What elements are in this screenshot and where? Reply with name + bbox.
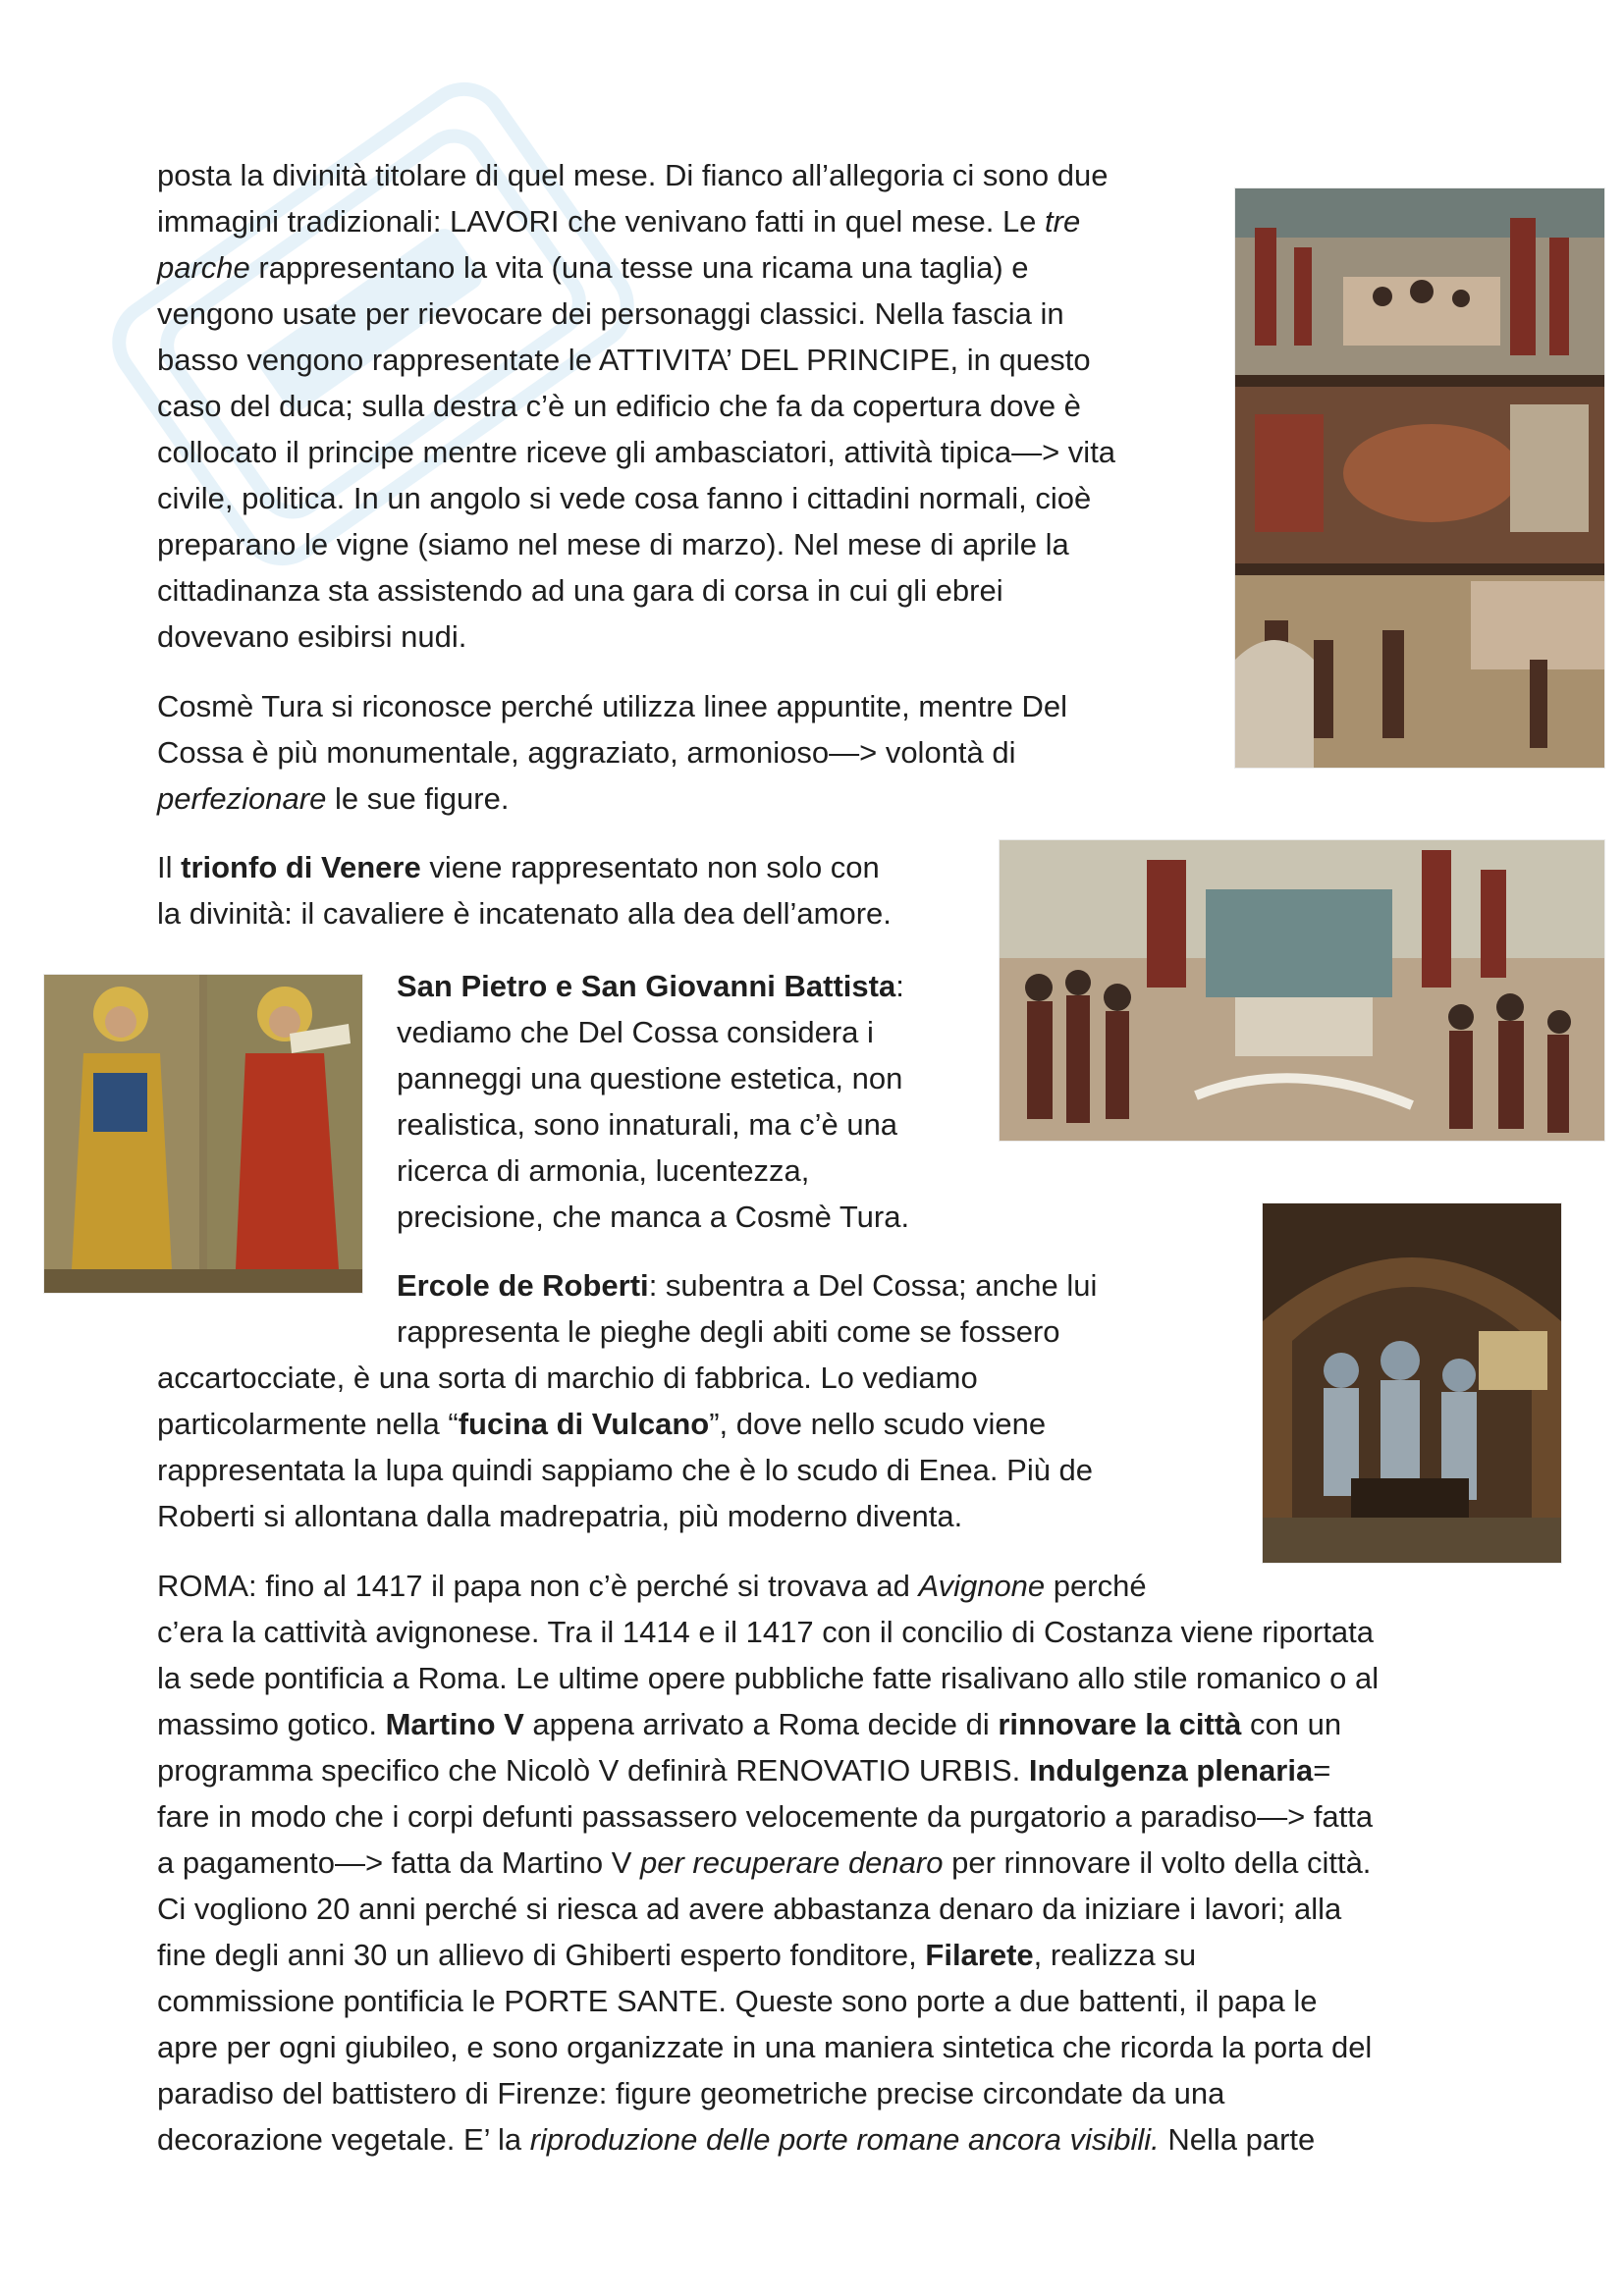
text-line: [157, 1493, 1093, 1539]
text-run: basso vengono rappresentate le ATTIVITA’ DEL PRINCIPE, in questo: [157, 343, 1091, 377]
text-line: [157, 775, 1067, 822]
text-run: posta la divinità titolare di quel mese. Di fianco all’allegoria ci sono due: [157, 158, 1109, 192]
text-run: , realizza su: [1033, 1938, 1197, 1972]
saints-panel-image-icon: [44, 975, 362, 1293]
text-line: [157, 198, 1115, 244]
text-line: [157, 614, 1115, 660]
paragraph-ercole-intro: [397, 1262, 1097, 1355]
text-line: [397, 1101, 909, 1148]
text-line: [157, 1447, 1093, 1493]
text-line: [157, 2024, 1379, 2070]
italic-text: riproduzione delle porte romane ancora visibili.: [529, 2122, 1160, 2157]
text-line: [157, 1840, 1379, 1886]
text-run: ricerca di armonia, lucentezza,: [397, 1153, 810, 1188]
text-run: massimo gotico.: [157, 1707, 386, 1741]
text-line: [397, 1009, 909, 1055]
text-run: rappresentano la vita (una tesse una ricama una taglia) e: [249, 250, 1029, 285]
text-line: [397, 1055, 909, 1101]
italic-text: Avignone: [918, 1569, 1046, 1603]
text-run: realistica, sono innaturali, ma c’è una: [397, 1107, 898, 1142]
bold-text: trionfo di Venere: [181, 850, 421, 884]
text-run: appena arrivato a Roma decide di: [523, 1707, 999, 1741]
text-run: immagini tradizionali: LAVORI che venivano fatti in quel mese. Le: [157, 204, 1046, 239]
italic-text: parche: [157, 250, 250, 285]
text-run: ”, dove nello scudo viene: [709, 1407, 1047, 1441]
text-run: collocato il principe mentre riceve gli ambasciatori, attività tipica—> vita: [157, 435, 1116, 469]
text-run: la divinità: il cavaliere è incatenato alla dea dell’amore.: [157, 896, 892, 931]
text-run: fare in modo che i corpi defunti passassero velocemente da purgatorio a paradiso—> fatta: [157, 1799, 1374, 1834]
text-line: [157, 475, 1115, 521]
text-line: [157, 152, 1115, 198]
bold-text: rinnovare la città: [998, 1707, 1242, 1741]
text-line: [157, 521, 1115, 567]
bold-text: Filarete: [925, 1938, 1034, 1972]
text-run: =: [1313, 1753, 1331, 1788]
text-run: con un: [1241, 1707, 1342, 1741]
text-run: vediamo che Del Cossa considera i: [397, 1015, 874, 1049]
bold-text: Indulgenza plenaria: [1028, 1753, 1314, 1788]
paragraph-cosme-tura: [157, 683, 1067, 822]
bold-text: Ercole de Roberti: [397, 1268, 649, 1303]
text-run: le sue figure.: [326, 781, 510, 816]
bold-text: fucina di Vulcano: [458, 1407, 710, 1441]
text-run: ROMA: fino al 1417 il papa non c’è perché si trovava ad: [157, 1569, 919, 1603]
text-run: accartocciate, è una sorta di marchio di fabbrica. Lo vediamo: [157, 1361, 978, 1395]
text-line: [397, 1148, 909, 1194]
text-line: [157, 429, 1115, 475]
text-line: [157, 683, 1067, 729]
text-run: rappresenta le pieghe degli abiti come se fossero: [397, 1314, 1060, 1349]
text-run: rappresentata la lupa quindi sappiamo che è lo scudo di Enea. Più de: [157, 1453, 1094, 1487]
text-line: [157, 1401, 1093, 1447]
text-run: apre per ogni giubileo, e sono organizzate in una maniera sintetica che ricorda la porta del: [157, 2030, 1373, 2064]
text-line: [157, 729, 1067, 775]
bold-text: San Pietro e San Giovanni Battista: [397, 969, 896, 1003]
text-line: [397, 1194, 909, 1240]
text-run: viene rappresentato non solo con: [420, 850, 880, 884]
text-line: [157, 244, 1115, 291]
text-run: preparano le vigne (siamo nel mese di marzo). Nel mese di aprile la: [157, 527, 1069, 561]
text-run: : subentra a Del Cossa; anche lui: [648, 1268, 1098, 1303]
text-run: dovevano esibirsi nudi.: [157, 619, 467, 654]
text-run: :: [895, 969, 904, 1003]
text-line: [397, 963, 909, 1009]
text-line: [397, 1308, 1097, 1355]
text-run: la sede pontificia a Roma. Le ultime opere pubbliche fatte risalivano allo stile romanico o al: [157, 1661, 1380, 1695]
paragraph-calendar-fresco: [157, 152, 1115, 660]
text-run: Roberti si allontana dalla madrepatria, più moderno diventa.: [157, 1499, 963, 1533]
text-run: commissione pontificia le PORTE SANTE. Queste sono porte a due battenti, il papa le: [157, 1984, 1318, 2018]
text-line: [157, 890, 892, 936]
text-line: [157, 1932, 1379, 1978]
text-run: precisione, che manca a Cosmè Tura.: [397, 1200, 910, 1234]
text-line: [157, 383, 1115, 429]
text-line: [157, 1563, 1379, 1609]
text-run: c’era la cattività avignonese. Tra il 1414 e il 1417 con il concilio di Costanza viene riportata: [157, 1615, 1374, 1649]
text-line: [157, 337, 1115, 383]
text-run: per rinnovare il volto della città.: [943, 1845, 1372, 1880]
text-run: vengono usate per rievocare dei personaggi classici. Nella fascia in: [157, 296, 1064, 331]
text-line: [157, 1355, 1093, 1401]
text-line: [157, 1886, 1379, 1932]
text-run: Ci vogliono 20 anni perché si riesca ad avere abbastanza denaro da iniziare i lavori; alla: [157, 1892, 1342, 1926]
fresco-march-image-icon: [1235, 188, 1604, 768]
text-run: Il: [157, 850, 182, 884]
text-run: a pagamento—> fatta da Martino V: [157, 1845, 640, 1880]
paragraph-saints: [397, 963, 909, 1240]
bold-text: Martino V: [385, 1707, 524, 1741]
text-line: [157, 1655, 1379, 1701]
text-line: [157, 1747, 1379, 1793]
forge-of-vulcan-image: [1263, 1203, 1561, 1563]
triumph-of-venus-image: [1000, 840, 1604, 1141]
text-run: civile, politica. In un angolo si vede cosa fanno i cittadini normali, cioè: [157, 481, 1092, 515]
text-run: perché: [1045, 1569, 1147, 1603]
text-run: fine degli anni 30 un allievo di Ghiberti esperto fonditore,: [157, 1938, 926, 1972]
text-line: [157, 1609, 1379, 1655]
triumph-of-venus-image-icon: [1000, 840, 1604, 1141]
text-run: decorazione vegetale. E’ la: [157, 2122, 530, 2157]
paragraph-ercole-body: [157, 1355, 1093, 1539]
text-run: panneggi una questione estetica, non: [397, 1061, 903, 1095]
text-line: [157, 1978, 1379, 2024]
paragraph-roma: [157, 1563, 1379, 2163]
text-run: caso del duca; sulla destra c’è un edificio che fa da copertura dove è: [157, 389, 1081, 423]
fresco-march-image: [1235, 188, 1604, 768]
text-run: cittadinanza sta assistendo ad una gara di corsa in cui gli ebrei: [157, 573, 1003, 608]
text-line: [157, 2116, 1379, 2163]
text-run: Cosmè Tura si riconosce perché utilizza linee appuntite, mentre Del: [157, 689, 1068, 723]
text-line: [157, 1701, 1379, 1747]
text-run: Nella parte: [1159, 2122, 1316, 2157]
text-run: Cossa è più monumentale, aggraziato, armonioso—> volontà di: [157, 735, 1016, 770]
text-line: [157, 1793, 1379, 1840]
text-line: [157, 2070, 1379, 2116]
text-line: [157, 567, 1115, 614]
text-line: [397, 1262, 1097, 1308]
paragraph-triumph-venus: [157, 844, 892, 936]
text-run: particolarmente nella “: [157, 1407, 459, 1441]
italic-text: perfezionare: [157, 781, 327, 816]
text-line: [157, 844, 892, 890]
forge-of-vulcan-image-icon: [1263, 1203, 1561, 1563]
italic-text: tre: [1045, 204, 1081, 239]
text-run: paradiso del battistero di Firenze: figure geometriche precise circondate da una: [157, 2076, 1225, 2110]
italic-text: per recuperare denaro: [640, 1845, 944, 1880]
text-line: [157, 291, 1115, 337]
text-run: programma specifico che Nicolò V definirà RENOVATIO URBIS.: [157, 1753, 1029, 1788]
saints-panel-image: [44, 975, 362, 1293]
